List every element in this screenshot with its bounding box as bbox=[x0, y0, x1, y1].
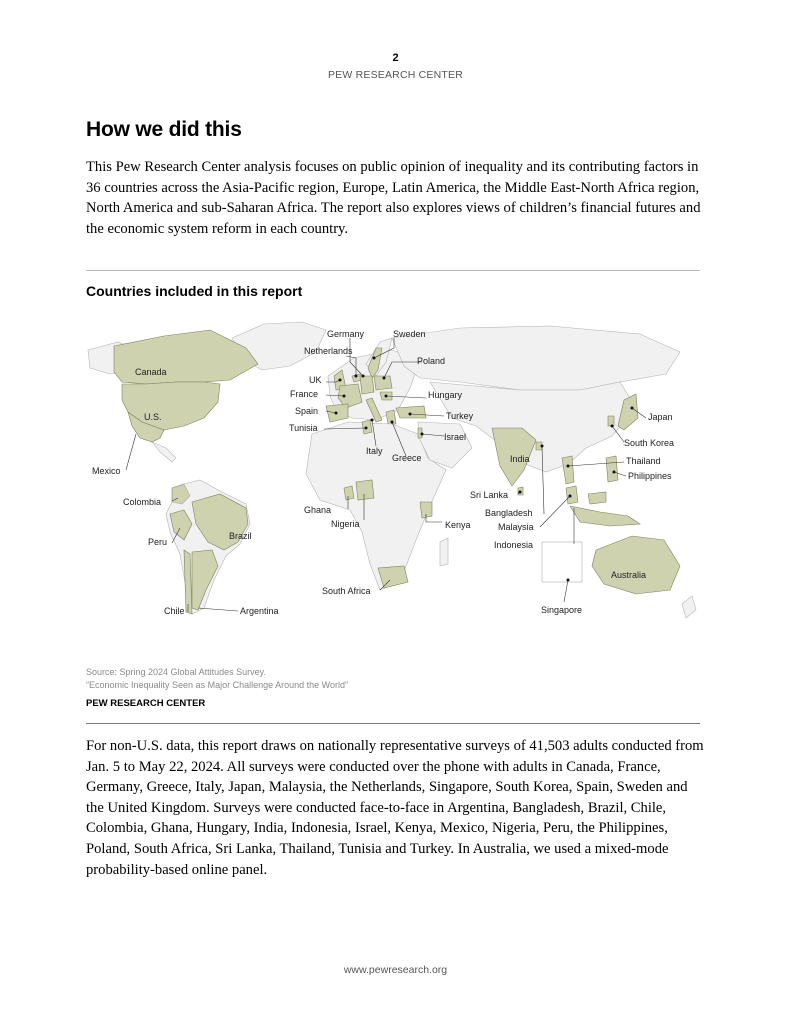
label-brazil: Brazil bbox=[229, 531, 252, 541]
label-italy: Italy bbox=[366, 446, 383, 456]
label-netherlands: Netherlands bbox=[304, 346, 353, 356]
world-map bbox=[80, 318, 704, 638]
singapore-inset bbox=[542, 542, 582, 582]
label-indonesia: Indonesia bbox=[494, 540, 534, 550]
label-poland: Poland bbox=[417, 356, 446, 366]
footer-url[interactable]: www.pewresearch.org bbox=[343, 964, 448, 976]
label-mexico: Mexico bbox=[92, 466, 121, 476]
label-japan: Japan bbox=[648, 412, 673, 422]
label-bangladesh: Bangladesh bbox=[485, 508, 533, 518]
page-number: 2 bbox=[392, 52, 399, 64]
label-sri-lanka: Sri Lanka bbox=[470, 490, 509, 500]
label-south-korea: South Korea bbox=[624, 438, 675, 448]
label-philippines: Philippines bbox=[628, 471, 672, 481]
label-tunisia: Tunisia bbox=[289, 423, 318, 433]
label-greece: Greece bbox=[392, 453, 422, 463]
label-hungary: Hungary bbox=[428, 390, 463, 400]
label-chile: Chile bbox=[164, 606, 185, 616]
label-france: France bbox=[290, 389, 319, 399]
intro-paragraph: This Pew Research Center analysis focuses on public opinion of inequality and its contributing factors in 36 countries across the Asia-Pacific region, Europe, Latin America, the Middle East-North Africa region, North America and sub-Saharan Africa. The report also explores views of children’s financial futures and the economic system reform in each country. bbox=[86, 159, 701, 237]
label-turkey: Turkey bbox=[446, 411, 474, 421]
label-india: India bbox=[510, 454, 530, 464]
label-spain: Spain bbox=[295, 406, 319, 416]
running-header: PEW RESEARCH CENTER bbox=[327, 69, 464, 81]
label-argentina: Argentina bbox=[240, 606, 279, 616]
divider-bottom bbox=[86, 723, 700, 724]
label-sweden: Sweden bbox=[393, 329, 426, 339]
map-landmasses bbox=[88, 322, 696, 618]
label-uk: UK bbox=[309, 375, 322, 385]
label-singapore: Singapore bbox=[541, 605, 583, 615]
source-report-title: “Economic Inequality Seen as Major Challenge Around the World” bbox=[86, 680, 348, 690]
figure-credit: PEW RESEARCH CENTER bbox=[86, 698, 206, 709]
label-kenya: Kenya bbox=[445, 520, 471, 530]
label-malaysia: Malaysia bbox=[498, 522, 534, 532]
label-thailand: Thailand bbox=[626, 456, 661, 466]
divider-top bbox=[86, 270, 700, 271]
figure-title: Countries included in this report bbox=[86, 283, 303, 299]
label-colombia: Colombia bbox=[123, 497, 162, 507]
label-germany: Germany bbox=[327, 329, 365, 339]
label-south-africa: South Africa bbox=[322, 586, 371, 596]
figure-source bbox=[86, 666, 348, 692]
section-title: How we did this bbox=[86, 118, 242, 141]
label-ghana: Ghana bbox=[304, 505, 332, 515]
label-israel: Israel bbox=[444, 432, 467, 442]
label-australia: Australia bbox=[611, 570, 647, 580]
methodology-paragraph: For non-U.S. data, this report draws on nationally representative surveys of 41,503 adults conducted from Jan. 5 to May 22, 2024. All surveys were conducted over the phone with adults in Canada, France, Germany, Greece, Italy, Japan, Malaysia, the Netherlands, Singapore, South Korea, Spain, Sweden and the United Kingdom. Surveys were conducted face-to-face in Argentina, Bangladesh, Brazil, Chile, Colombia, Ghana, Hungary, India, Indonesia, Israel, Kenya, Mexico, Nigeria, Peru, the Philippines, Poland, South Africa, Sri Lanka, Thailand, Tunisia and Turkey. In Australia, we used a mixed-mode probability-based online panel. bbox=[86, 738, 704, 878]
label-us: U.S. bbox=[144, 412, 162, 422]
label-peru: Peru bbox=[148, 537, 168, 547]
label-nigeria: Nigeria bbox=[331, 519, 360, 529]
source-line: Source: Spring 2024 Global Attitudes Survey. bbox=[86, 667, 266, 677]
label-canada: Canada bbox=[135, 367, 167, 377]
